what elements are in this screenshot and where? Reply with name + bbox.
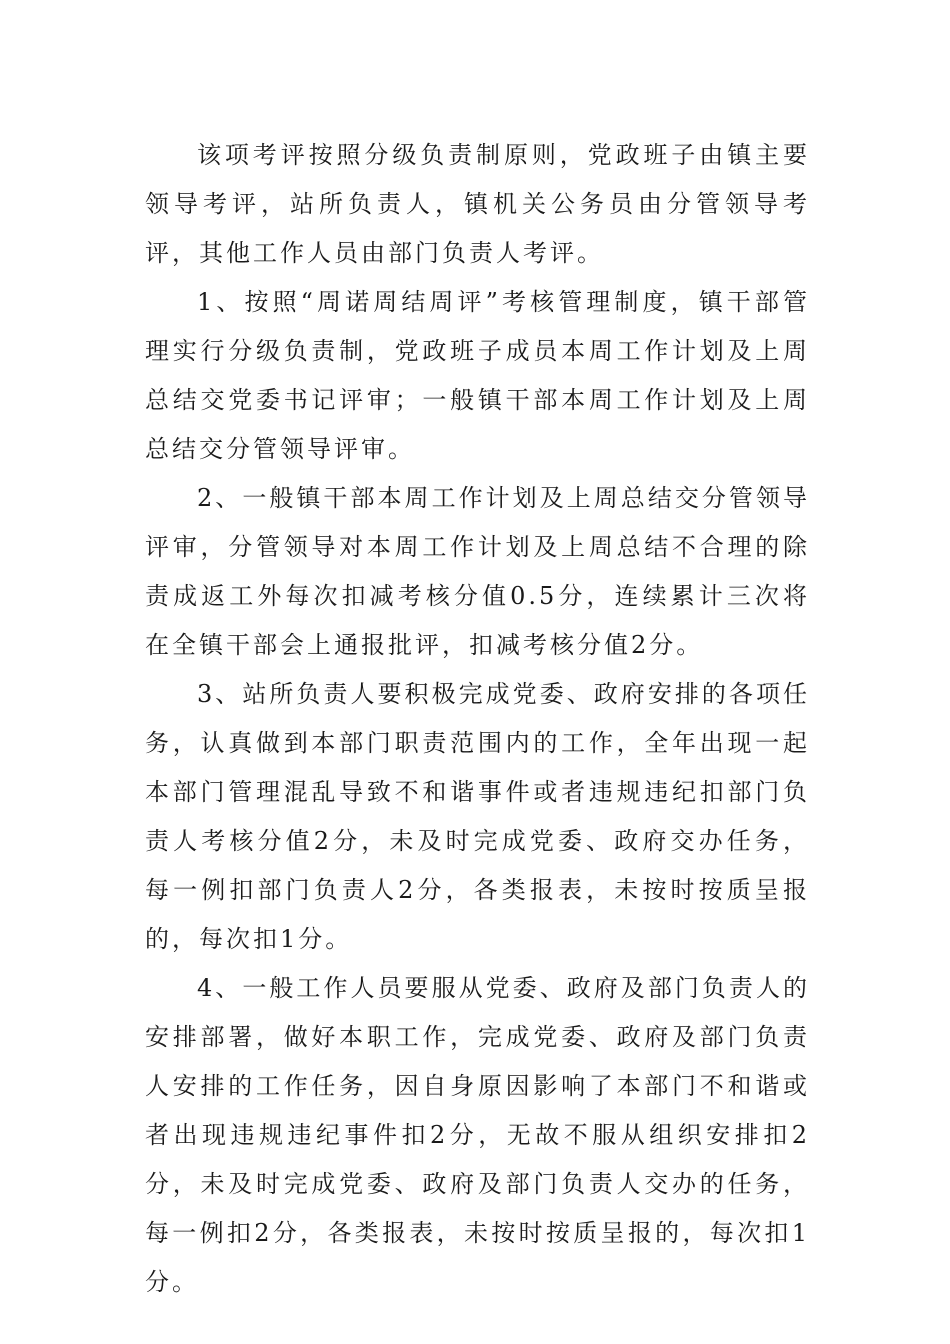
paragraph-item-1: 1、按照“周诺周结周评”考核管理制度，镇干部管理实行分级负责制，党政班子成员本周工作计划及上周总结交党委书记评审；一般镇干部本周工作计划及上周总结交分管领导评审。 [145, 288, 810, 463]
paragraph-item-3: 3、站所负责人要积极完成党委、政府安排的各项任务，认真做到本部门职责范围内的工作，全年出现一起本部门管理混乱导致不和谐事件或者违规违纪扣部门负责人考核分值2分，未及时完成党委、政府交办任务，每一例扣部门负责人2分，各类报表，未按时按质呈报的，每次扣1分。 [145, 680, 810, 953]
document-body [145, 131, 810, 1307]
paragraph-intro: 该项考评按照分级负责制原则，党政班子由镇主要领导考评，站所负责人，镇机关公务员由分管领导考评，其他工作人员由部门负责人考评。 [145, 141, 810, 267]
paragraph-item-4: 4、一般工作人员要服从党委、政府及部门负责人的安排部署，做好本职工作，完成党委、政府及部门负责人安排的工作任务，因自身原因影响了本部门不和谐或者出现违规违纪事件扣2分，无故不服从组织安排扣2分，未及时完成党委、政府及部门负责人交办的任务，每一例扣2分，各类报表，未按时按质呈报的，每次扣1分。 [145, 974, 810, 1296]
paragraph-item-2: 2、一般镇干部本周工作计划及上周总结交分管领导评审，分管领导对本周工作计划及上周总结不合理的除责成返工外每次扣减考核分值0.5分，连续累计三次将在全镇干部会上通报批评，扣减考核分值2分。 [145, 484, 810, 659]
